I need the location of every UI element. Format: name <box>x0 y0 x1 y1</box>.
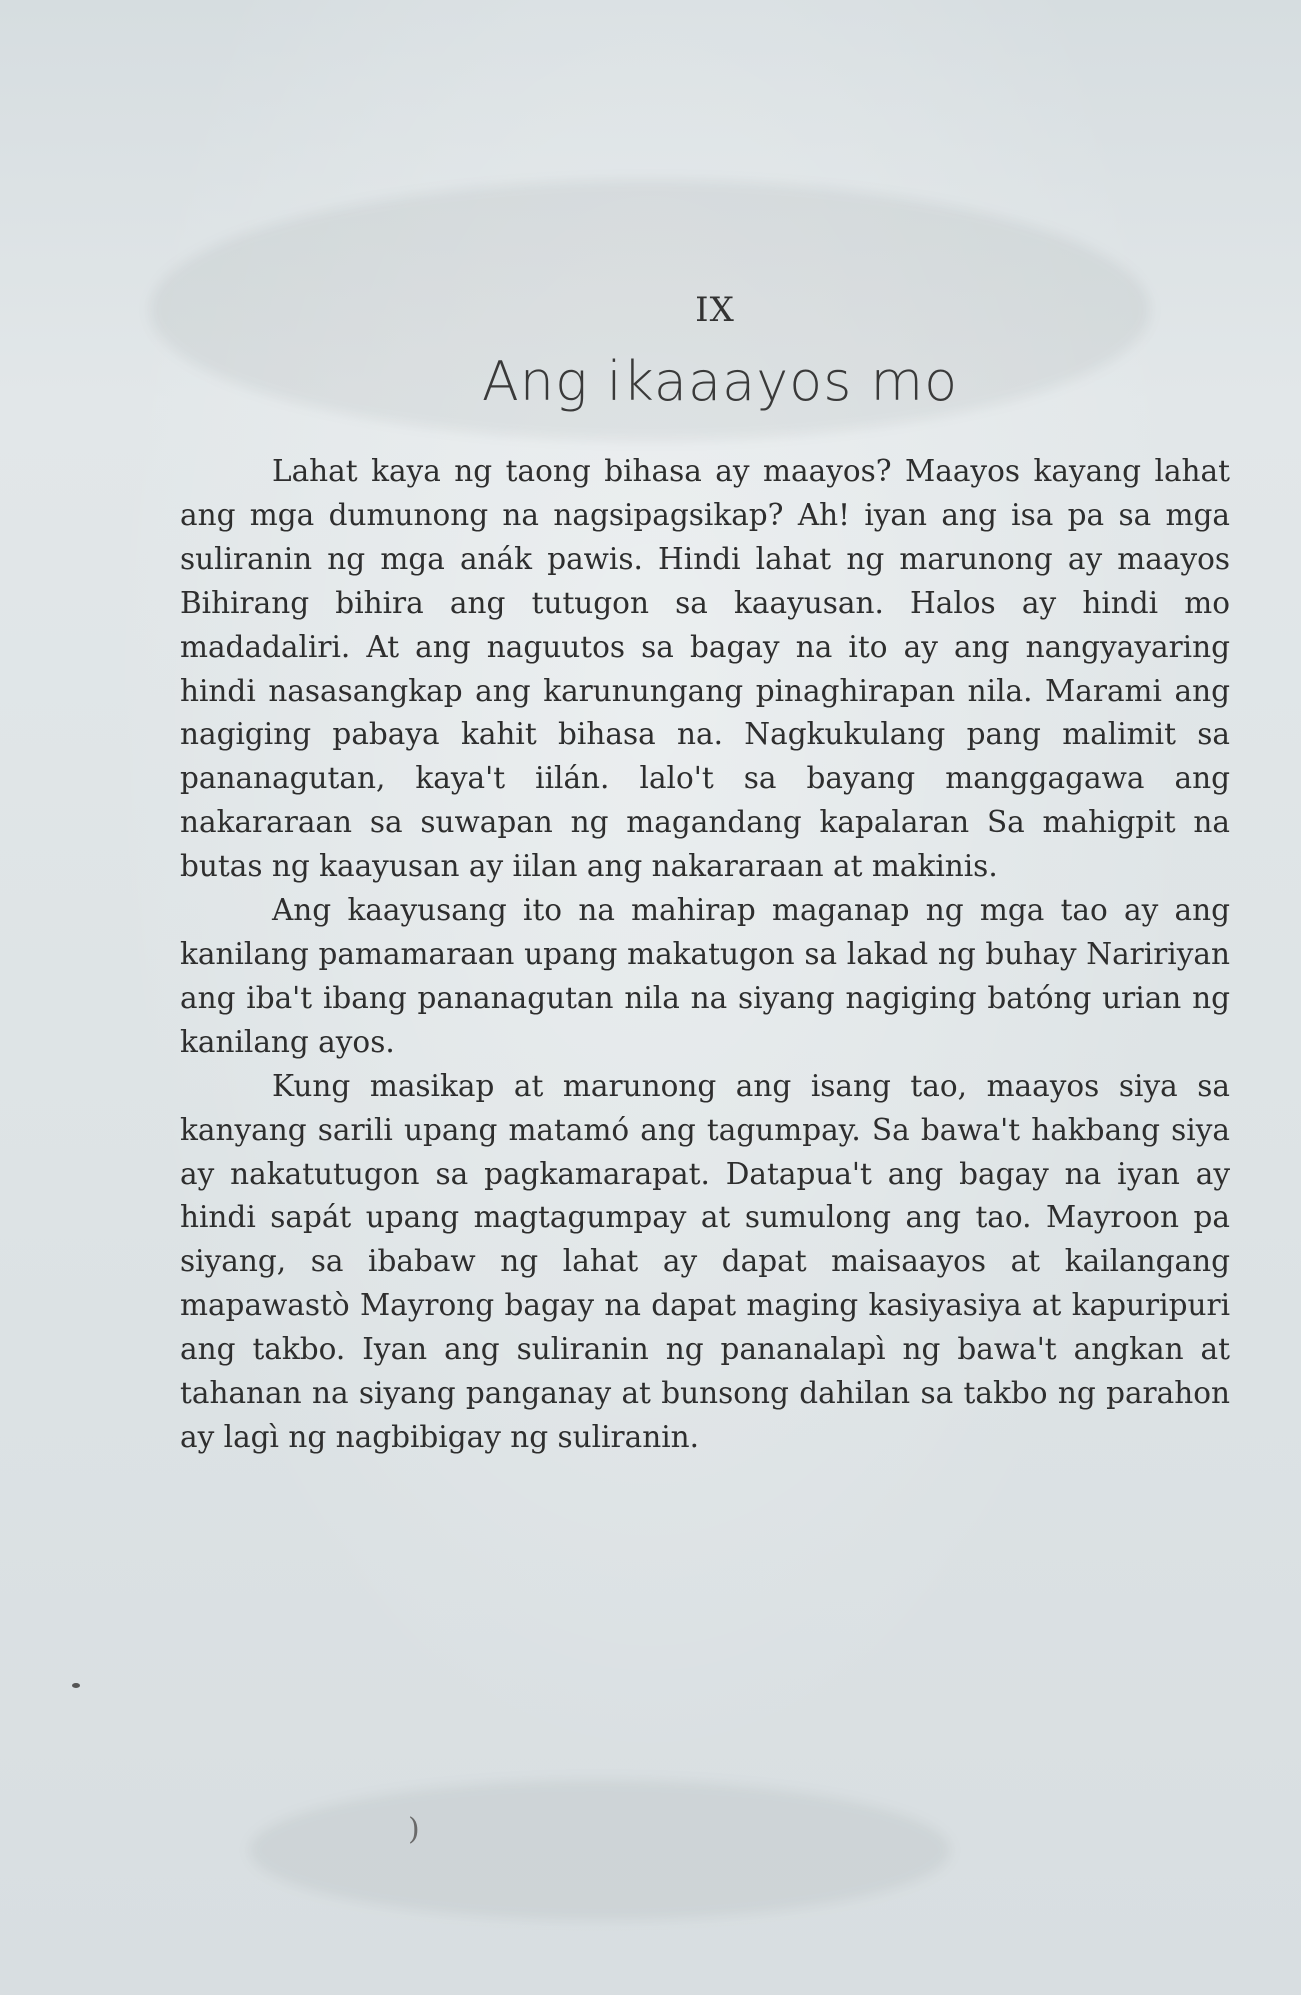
paragraph: Ang kaayusang ito na mahirap maganap ng mga tao ay ang kanilang pamamaraan upang makatugon sa lakad ng buhay Naririyan ang iba't ibang pananagutan nila na siyang nagiging batóng urian ng kanilang ayos. <box>180 893 1230 1059</box>
paragraph: Kung masikap at marunong ang isang tao, maayos siya sa kanyang sarili upang matamó ang tagumpay. Sa bawa't hakbang siya ay nakatutugon sa pagkamarapat. Datapua't ang bagay na iyan ay hindi sapát upang magtagumpay at sumulong ang tao. Mayroon pa siyang, sa ibabaw ng lahat ay dapat maisaayos at kailangang mapawastò Mayrong bagay na dapat maging kasiyasiya at kapuripuri ang takbo. Iyan ang suliranin ng pananalapì ng bawa't angkan at tahanan na siyang panganay at bunsong dahilan sa takbo ng parahon ay lagì ng nagbibigay ng suliranin. <box>180 1068 1230 1454</box>
page-smudge <box>250 1780 950 1920</box>
ink-mark: ) <box>408 1812 420 1847</box>
paragraph: Lahat kaya ng taong bihasa ay maayos? Maayos kayang lahat ang mga dumunong na nagsipagsikap? Ah! iyan ang isa pa sa mga suliranin ng mga anák pawis. Hindi lahat ng marunong ay maayos Bihirang bihira ang tutugon sa kaayusan. Halos ay hindi mo madadaliri. At ang naguutos sa bagay na ito ay ang nangyayaring hindi nasasangkap ang karunungang pinaghirapan nila. Marami ang nagiging pabaya kahit bihasa na. Nagkukulang pang malimit sa pananagutan, kaya't iilán. lalo't sa bayang manggagawa ang nakararaan sa suwapan ng magandang kapalaran Sa mahigpit na butas ng kaayusan ay iilan ang nakararaan at makinis. <box>180 454 1230 884</box>
chapter-body <box>180 450 1230 1460</box>
chapter-number: IX <box>695 290 735 330</box>
chapter-title: Ang ikaaayos mo <box>481 350 959 413</box>
ink-speck <box>72 1683 80 1688</box>
